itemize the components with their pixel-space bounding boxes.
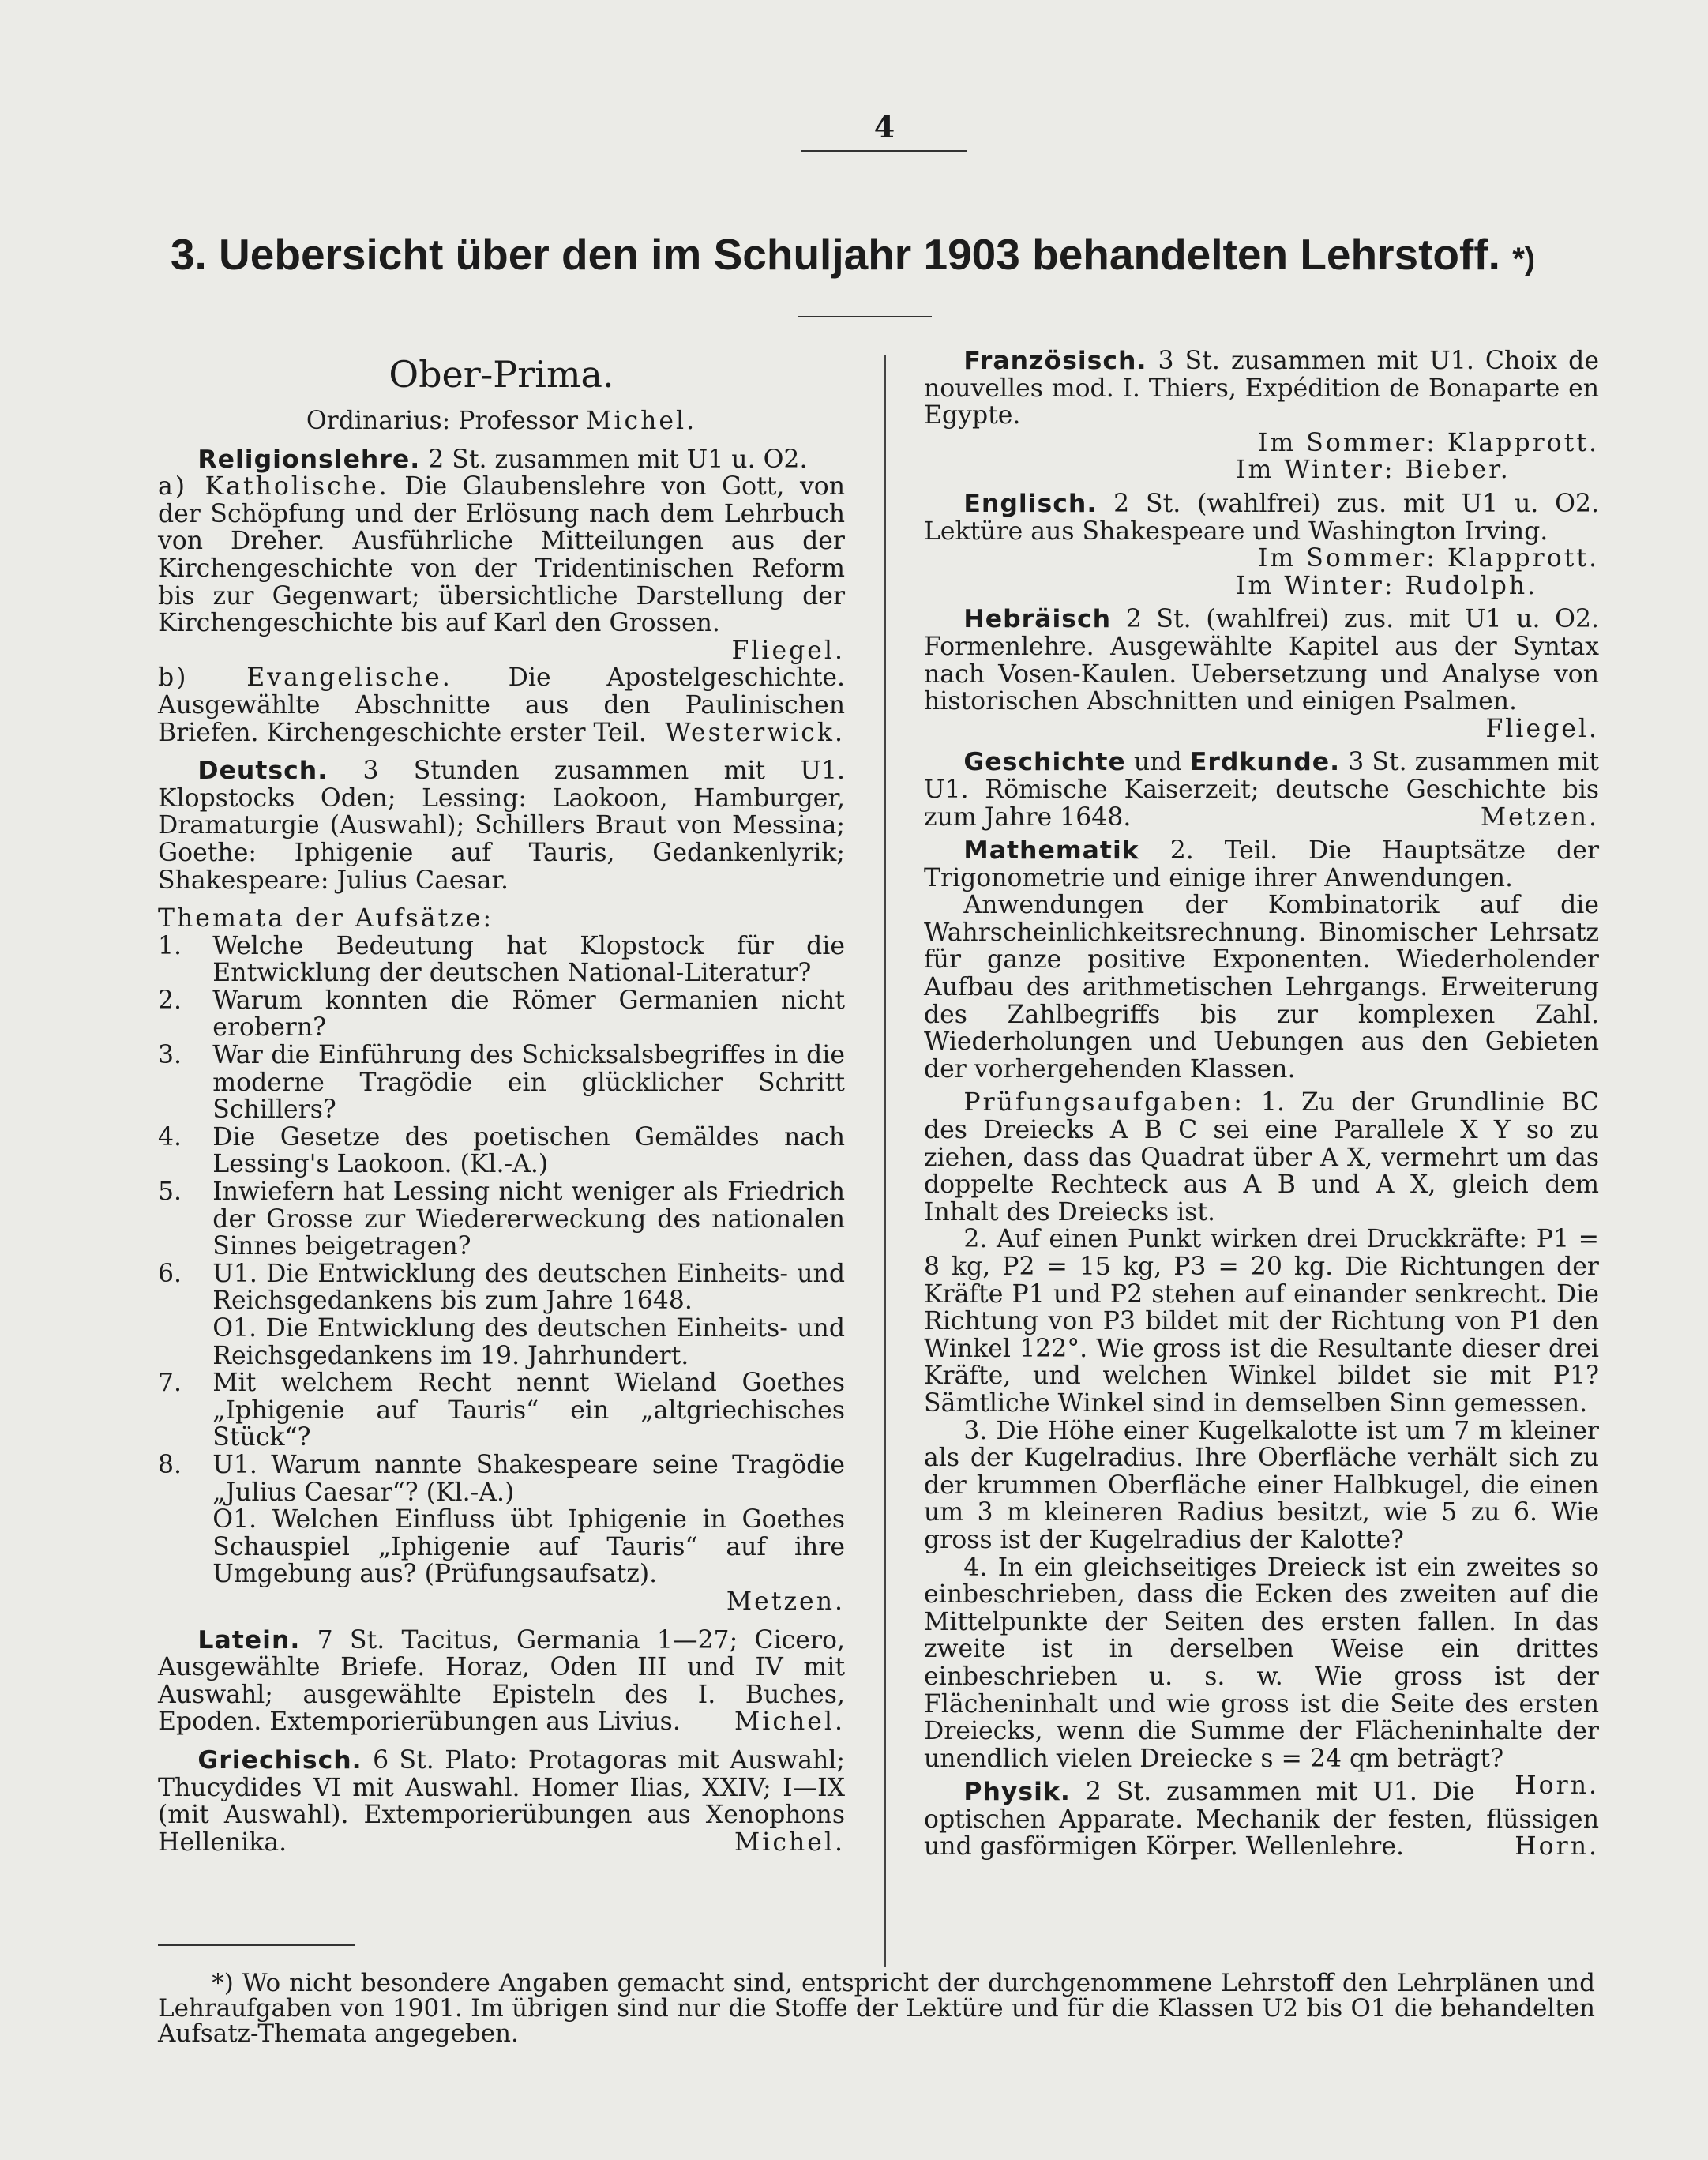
englisch-section: Englisch. 2 St. (wahlfrei) zus. mit U1 u. O2. Lektüre aus Shakespeare und Washington Irving. (924, 489, 1599, 546)
mathe-heading: Mathematik (963, 836, 1139, 866)
deutsch-teacher: Metzen. (726, 1587, 845, 1616)
thema-item: 5. Inwiefern hat Lessing nicht weniger als Friedrich der Grosse zur Wiedererweckung des nationalen Sinnes beigetragen? (158, 1178, 845, 1261)
religion-kath: a) Katholische. Die Glaubenslehre von Gott, von der Schöpfung und der Erlösung nach dem Lehrbuch von Dreher. Ausführliche Mitteilungen aus der Kirchengeschichte von der Tridentinischen Reform bis zur Gegenwart; übersichtliche Darstellung der Kirchengeschichte bis auf Karl den Grossen. (158, 472, 845, 638)
mathe-text2: Anwendungen der Kombinatorik auf die Wahrscheinlichkeitsrechnung. Binomischer Lehrsatz für ganze positive Exponenten. Wiederholender Aufbau des arithmetischen Lehrgangs. Erweiterung des Zahlbegriffs bis zur komplexen Zahl. Wiederholungen und Uebungen aus den Gebieten der vorhergehenden Klassen. (924, 891, 1599, 1084)
mathe-aufgabe3: 3. Die Höhe einer Kugelkalotte ist um 7 m kleiner als der Kugelradius. Ihre Oberfläche verhält sich zu der krummen Oberfläche einer Halbkugel, die einen um 3 m kleineren Radius besitzt, wie 5 zu 6. Wie gross ist der Kugelradius der Kalotte? (924, 1416, 1599, 1554)
page-number: 4 (873, 109, 895, 145)
religion-kath-teacher: Fliegel. (731, 636, 845, 665)
englisch-winter: Im Winter: Rudolph. (1236, 571, 1538, 600)
themata-label: Themata der Aufsätze: (158, 904, 494, 933)
englisch-sommer: Im Sommer: Klapprott. (1257, 544, 1599, 573)
deutsch-heading: Deutsch. (197, 757, 328, 786)
franz-section: Französisch. 3 St. zusammen mit U1. Choix de nouvelles mod. I. Thiers, Expédition de Bonaparte en Egypte. (924, 347, 1599, 430)
ordinarius: Ordinarius: Professor Michel. (306, 407, 697, 435)
englisch-heading: Englisch. (963, 489, 1098, 518)
latein-heading: Latein. (197, 1625, 301, 1655)
thema-item: 2. Warum konnten die Römer Germanien nicht erobern? (158, 986, 845, 1042)
right-column (924, 347, 1599, 1861)
footnote (158, 1970, 1595, 2046)
franz-heading: Französisch. (963, 347, 1147, 375)
thema-item: O1. Welchen Einfluss übt Iphigenie in Goethes Schauspiel „Iphigenie auf Tauris“ auf ihre Umgebung aus? (Prüfungsaufsatz). (212, 1505, 845, 1589)
left-column (158, 347, 845, 1856)
latein-section: Latein. 7 St. Tacitus, Germania 1—27; Cicero, Ausgewählte Briefe. Horaz, Oden III und IV mit Auswahl; ausgewählte Episteln des I. Buches, Epoden. Extemporierübungen aus Livius. Michel. (158, 1625, 845, 1737)
mathe-aufgabe4: 4. In ein gleichseitiges Dreieck ist ein zweites so einbeschrieben, dass die Ecken des zweiten auf die Mittelpunkte der Seiten des ersten fallen. In das zweite ist in derselben Weise ein drittes einbeschrieben u. s. w. Wie gross ist der Flächeninhalt und wie gross ist die Seite des ersten Dreiecks, wenn die Summe der Flächeninhalte der unendlich vielen Dreiecke s = 24 qm beträgt? Horn. (924, 1553, 1599, 1801)
physik-section: Physik. 2 St. zusammen mit U1. Die optischen Apparate. Mechanik der festen, flüssigen und gasförmigen Körper. Wellenlehre. Horn. (924, 1778, 1599, 1861)
mathe-aufgabe2: 2. Auf einen Punkt wirken drei Druckkräfte: P1 = 8 kg, P2 = 15 kg, P3 = 20 kg. Die Richtungen der Kräfte P1 und P2 stehen auf einander senkrecht. Die Richtung von P3 bildet mit der Richtung von P1 den Winkel 122°. Wie gross ist die Resultante dieser drei Kräfte, und welchen Winkel bildet sie mit P1? Sämtliche Winkel sind in demselben Sinn gemessen. (924, 1225, 1599, 1418)
footnote-text: *) Wo nicht besondere Angaben gemacht sind, entspricht der durchgenommene Lehrstoff den Lehrplänen und Lehraufgaben von 1901. Im übrigen sind nur die Stoffe der Lektüre und für die Klassen U2 bis O1 die behandelten Aufsatz-Themata angegeben. (158, 1969, 1595, 2048)
hebr-section: Hebräisch 2 St. (wahlfrei) zus. mit U1 u. O2. Formenlehre. Ausgewählte Kapitel aus der Syntax nach Vosen-Kaulen. Uebersetzung und Analyse von historischen Abschnitten und einigen Psalmen. (924, 605, 1600, 716)
franz-sommer: Im Sommer: Klapprott. (1257, 428, 1599, 457)
mathe-aufgabe1: Prüfungsaufgaben: 1. Zu der Grundlinie BC des Dreiecks A B C sei eine Parallele X Y so zu ziehen, dass das Quadrat über A X, vermehrt um das doppelte Rechteck aus A B und A X, gleich dem Inhalt des Dreiecks ist. (924, 1088, 1600, 1227)
mathe-section: Mathematik 2. Teil. Die Hauptsätze der Trigonometrie und einige ihrer Anwendungen. (924, 836, 1600, 892)
hebr-heading: Hebräisch (963, 605, 1112, 634)
griechisch-heading: Griechisch. (197, 1745, 362, 1775)
thema-item: 1. Welche Bedeutung hat Klopstock für die Entwicklung der deutschen National-Literatur? (158, 931, 845, 988)
thema-item: 6. U1. Die Entwicklung des deutschen Einheits- und Reichsgedankens bis zum Jahre 1648. (158, 1259, 845, 1316)
hebr-teacher: Fliegel. (1485, 714, 1599, 743)
religion-ev: b) Evangelische. Die Apostelgeschichte. Ausgewählte Abschnitte aus den Paulinischen Briefen. Kirchengeschichte erster Teil. Westerwick. (158, 663, 846, 747)
title-rule (798, 316, 932, 317)
footnote-rule (158, 1944, 355, 1946)
thema-item: 8. U1. Warum nannte Shakespeare seine Tragödie „Julius Caesar“? (Kl.-A.) (158, 1450, 845, 1507)
griechisch-section: Griechisch. 6 St. Plato: Protagoras mit Auswahl; Thucydides VI mit Auswahl. Homer Ilias, XXIV; I—IX (mit Auswahl). Extemporierübungen aus Xenophons Hellenika. Michel. (158, 1745, 846, 1857)
religion-heading: Religionslehre. (197, 445, 421, 474)
thema-item: O1. Die Entwicklung des deutschen Einheits- und Reichsgedankens im 19. Jahrhundert. (212, 1314, 845, 1370)
thema-item: 7. Mit welchem Recht nennt Wieland Goethes „Iphigenie auf Tauris“ ein „altgriechisches Stück“? (158, 1369, 845, 1452)
religion-section: Religionslehre. 2 St. zusammen mit U1 u. O2. (197, 445, 808, 474)
gesch-section: Geschichte und Erdkunde. 3 St. zusammen mit U1. Römische Kaiserzeit; deutsche Geschichte bis zum Jahre 1648. Metzen. (924, 748, 1600, 832)
class-title: Ober-Prima. (389, 353, 614, 396)
gesch-heading: Geschichte (963, 748, 1126, 777)
franz-winter: Im Winter: Bieber. (1236, 456, 1511, 485)
page-number-rule (801, 150, 967, 152)
thema-item: 3. War die Einführung des Schicksalsbegriffes in die moderne Tragödie ein glücklicher Schritt Schillers? (158, 1041, 845, 1125)
column-divider (884, 355, 886, 1967)
thema-item: 4. Die Gesetze des poetischen Gemäldes nach Lessing's Laokoon. (Kl.-A.) (158, 1122, 845, 1179)
deutsch-section: Deutsch. 3 Stunden zusammen mit U1. Klopstocks Oden; Lessing: Laokoon, Hamburger, Dramaturgie (Auswahl); Schillers Braut von Messina; Goethe: Iphigenie auf Tauris, Gedankenlyrik; Shakespeare: Julius Caesar. (158, 757, 845, 895)
page-title: 3. Uebersicht über den im Schuljahr 1903 behandelten Lehrstoff. *) (170, 230, 1536, 279)
physik-heading: Physik. (963, 1778, 1071, 1807)
